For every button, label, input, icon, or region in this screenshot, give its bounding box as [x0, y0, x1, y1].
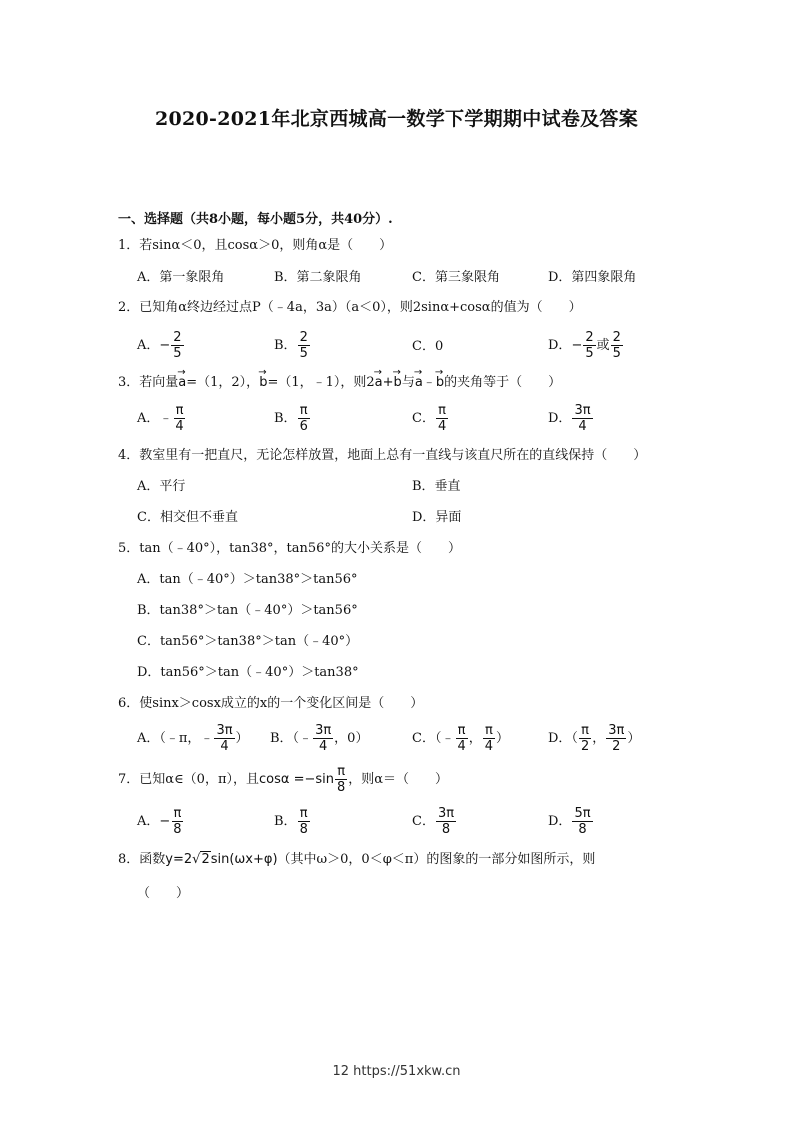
question-6-stem: 6．使sinx＞cosx成立的x的一个变化区间是（ ）: [118, 696, 424, 711]
fraction: $\frac{3\pi}{8}$: [437, 806, 455, 837]
fraction: $\frac{3\pi}{4}$: [315, 723, 332, 754]
fraction: $\frac{\pi}{2}$: [580, 723, 590, 754]
q6-option-c: C．（﹣ $\frac{\pi}{4}$ ， $\frac{\pi}{4}$ ）: [412, 723, 510, 754]
fraction: $\frac{5\pi}{8}$: [574, 806, 591, 837]
question-5-stem: 5．tan（﹣40°），tan38°，tan56°的大小关系是（ ）: [118, 541, 461, 556]
q4-option-c: C．相交但不垂直: [137, 510, 238, 525]
q1-option-a: A．第一象限角: [137, 270, 225, 285]
q5-option-a: A．tan（﹣40°）＞tan38°＞tan56°: [137, 572, 358, 587]
q4-option-b: B．垂直: [412, 479, 461, 494]
q5-option-d: D．tan56°＞tan（﹣40°）＞tan38°: [137, 665, 359, 680]
fraction: $\frac{\pi}{4}$: [457, 723, 466, 754]
q3-option-d: D． $\frac{3\pi}{4}$: [548, 403, 591, 434]
q2-option-b: B． $\frac{2}{5}$: [274, 330, 308, 361]
question-3-stem: 3．若向量→ a=（1，2），→ b=（1，﹣1），则2→ a+→ b与→ a﹣→ b的夹角等于（ ）: [118, 373, 561, 393]
q4-option-d: D．异面: [412, 510, 462, 525]
question-8-stem: 8．函数y=2√2sin(ωx+φ)（其中ω＞0，0＜φ＜π）的图象的一部分如图所示，则: [118, 852, 596, 867]
fraction: $\frac{\pi}{8}$: [337, 764, 346, 795]
fraction: $\frac{\pi}{8}$: [173, 806, 182, 837]
q3-option-a: A．﹣ $\frac{\pi}{4}$: [137, 403, 184, 434]
question-1-stem: 1．若sinα＜0，且cosα＞0，则角α是（ ）: [118, 238, 393, 253]
fraction: $\frac{2}{5}$: [173, 330, 182, 361]
question-7-stem: 7．已知α∈（0，π），且cosα =−sin $\frac{\pi}{8}$ ，则α＝（ ）: [118, 764, 449, 795]
q2-option-c: C．0: [412, 339, 444, 354]
fraction: $\frac{3\pi}{4}$: [216, 723, 233, 754]
q1-option-c: C．第三象限角: [412, 270, 500, 285]
fraction: $\frac{\pi}{6}$: [299, 403, 308, 434]
q7-option-d: D． $\frac{5\pi}{8}$: [548, 806, 591, 837]
q3-option-b: B． $\frac{\pi}{6}$: [274, 403, 308, 434]
question-4-stem: 4．教室里有一把直尺，无论怎样放置，地面上总有一直线与该直尺所在的直线保持（ ）: [118, 448, 647, 463]
q6-option-b: B．（﹣ $\frac{3\pi}{4}$ ，0）: [270, 723, 369, 754]
q5-option-c: C．tan56°＞tan38°＞tan（﹣40°）: [137, 634, 359, 649]
vector-b: → b: [259, 373, 267, 393]
page-title: 2020-2021年北京西城高一数学下学期期中试卷及答案: [154, 108, 639, 130]
fraction: $\frac{\pi}{4}$: [175, 403, 184, 434]
page-footer: 12 https://51xkw.cn: [332, 1064, 461, 1079]
fraction: $\frac{2}{5}$: [585, 330, 594, 361]
question-8-paren: （ ）: [137, 886, 190, 901]
q7-option-c: C． $\frac{3\pi}{8}$: [412, 806, 455, 837]
fraction: $\frac{\pi}{4}$: [437, 403, 447, 434]
q5-option-b: B．tan38°＞tan（﹣40°）＞tan56°: [137, 603, 358, 618]
fraction: $\frac{3\pi}{2}$: [608, 723, 625, 754]
q1-option-b: B．第二象限角: [274, 270, 362, 285]
vector-a: → a: [415, 373, 423, 393]
vector-a: → a: [178, 373, 186, 393]
fraction: $\frac{3\pi}{4}$: [574, 403, 591, 434]
vector-b: → b: [394, 373, 402, 393]
vector-a: → a: [375, 373, 383, 393]
section-heading: 一、选择题（共8小题，每小题5分，共40分）.: [118, 212, 393, 227]
fraction: $\frac{2}{5}$: [299, 330, 308, 361]
q7-option-a: A．− $\frac{\pi}{8}$: [137, 806, 182, 837]
q1-option-d: D．第四象限角: [548, 270, 637, 285]
fraction: $\frac{\pi}{4}$: [484, 723, 494, 754]
q6-option-d: D．（ $\frac{\pi}{2}$ ， $\frac{3\pi}{2}$ ）: [548, 723, 641, 754]
vector-b: → b: [436, 373, 444, 393]
fraction: $\frac{2}{5}$: [612, 330, 621, 361]
q4-option-a: A．平行: [137, 479, 186, 494]
fraction: $\frac{\pi}{8}$: [299, 806, 308, 837]
q7-option-b: B． $\frac{\pi}{8}$: [274, 806, 308, 837]
q3-option-c: C． $\frac{\pi}{4}$: [412, 403, 447, 434]
q2-option-a: A．− $\frac{2}{5}$: [137, 330, 182, 361]
q2-option-d: D．− $\frac{2}{5}$ 或 $\frac{2}{5}$: [548, 330, 621, 361]
q6-option-a: A．（﹣π，﹣ $\frac{3\pi}{4}$ ）: [137, 723, 249, 754]
question-2-stem: 2．已知角α终边经过点P（﹣4a，3a）（a＜0），则2sinα+cosα的值为（ ）: [118, 300, 582, 315]
